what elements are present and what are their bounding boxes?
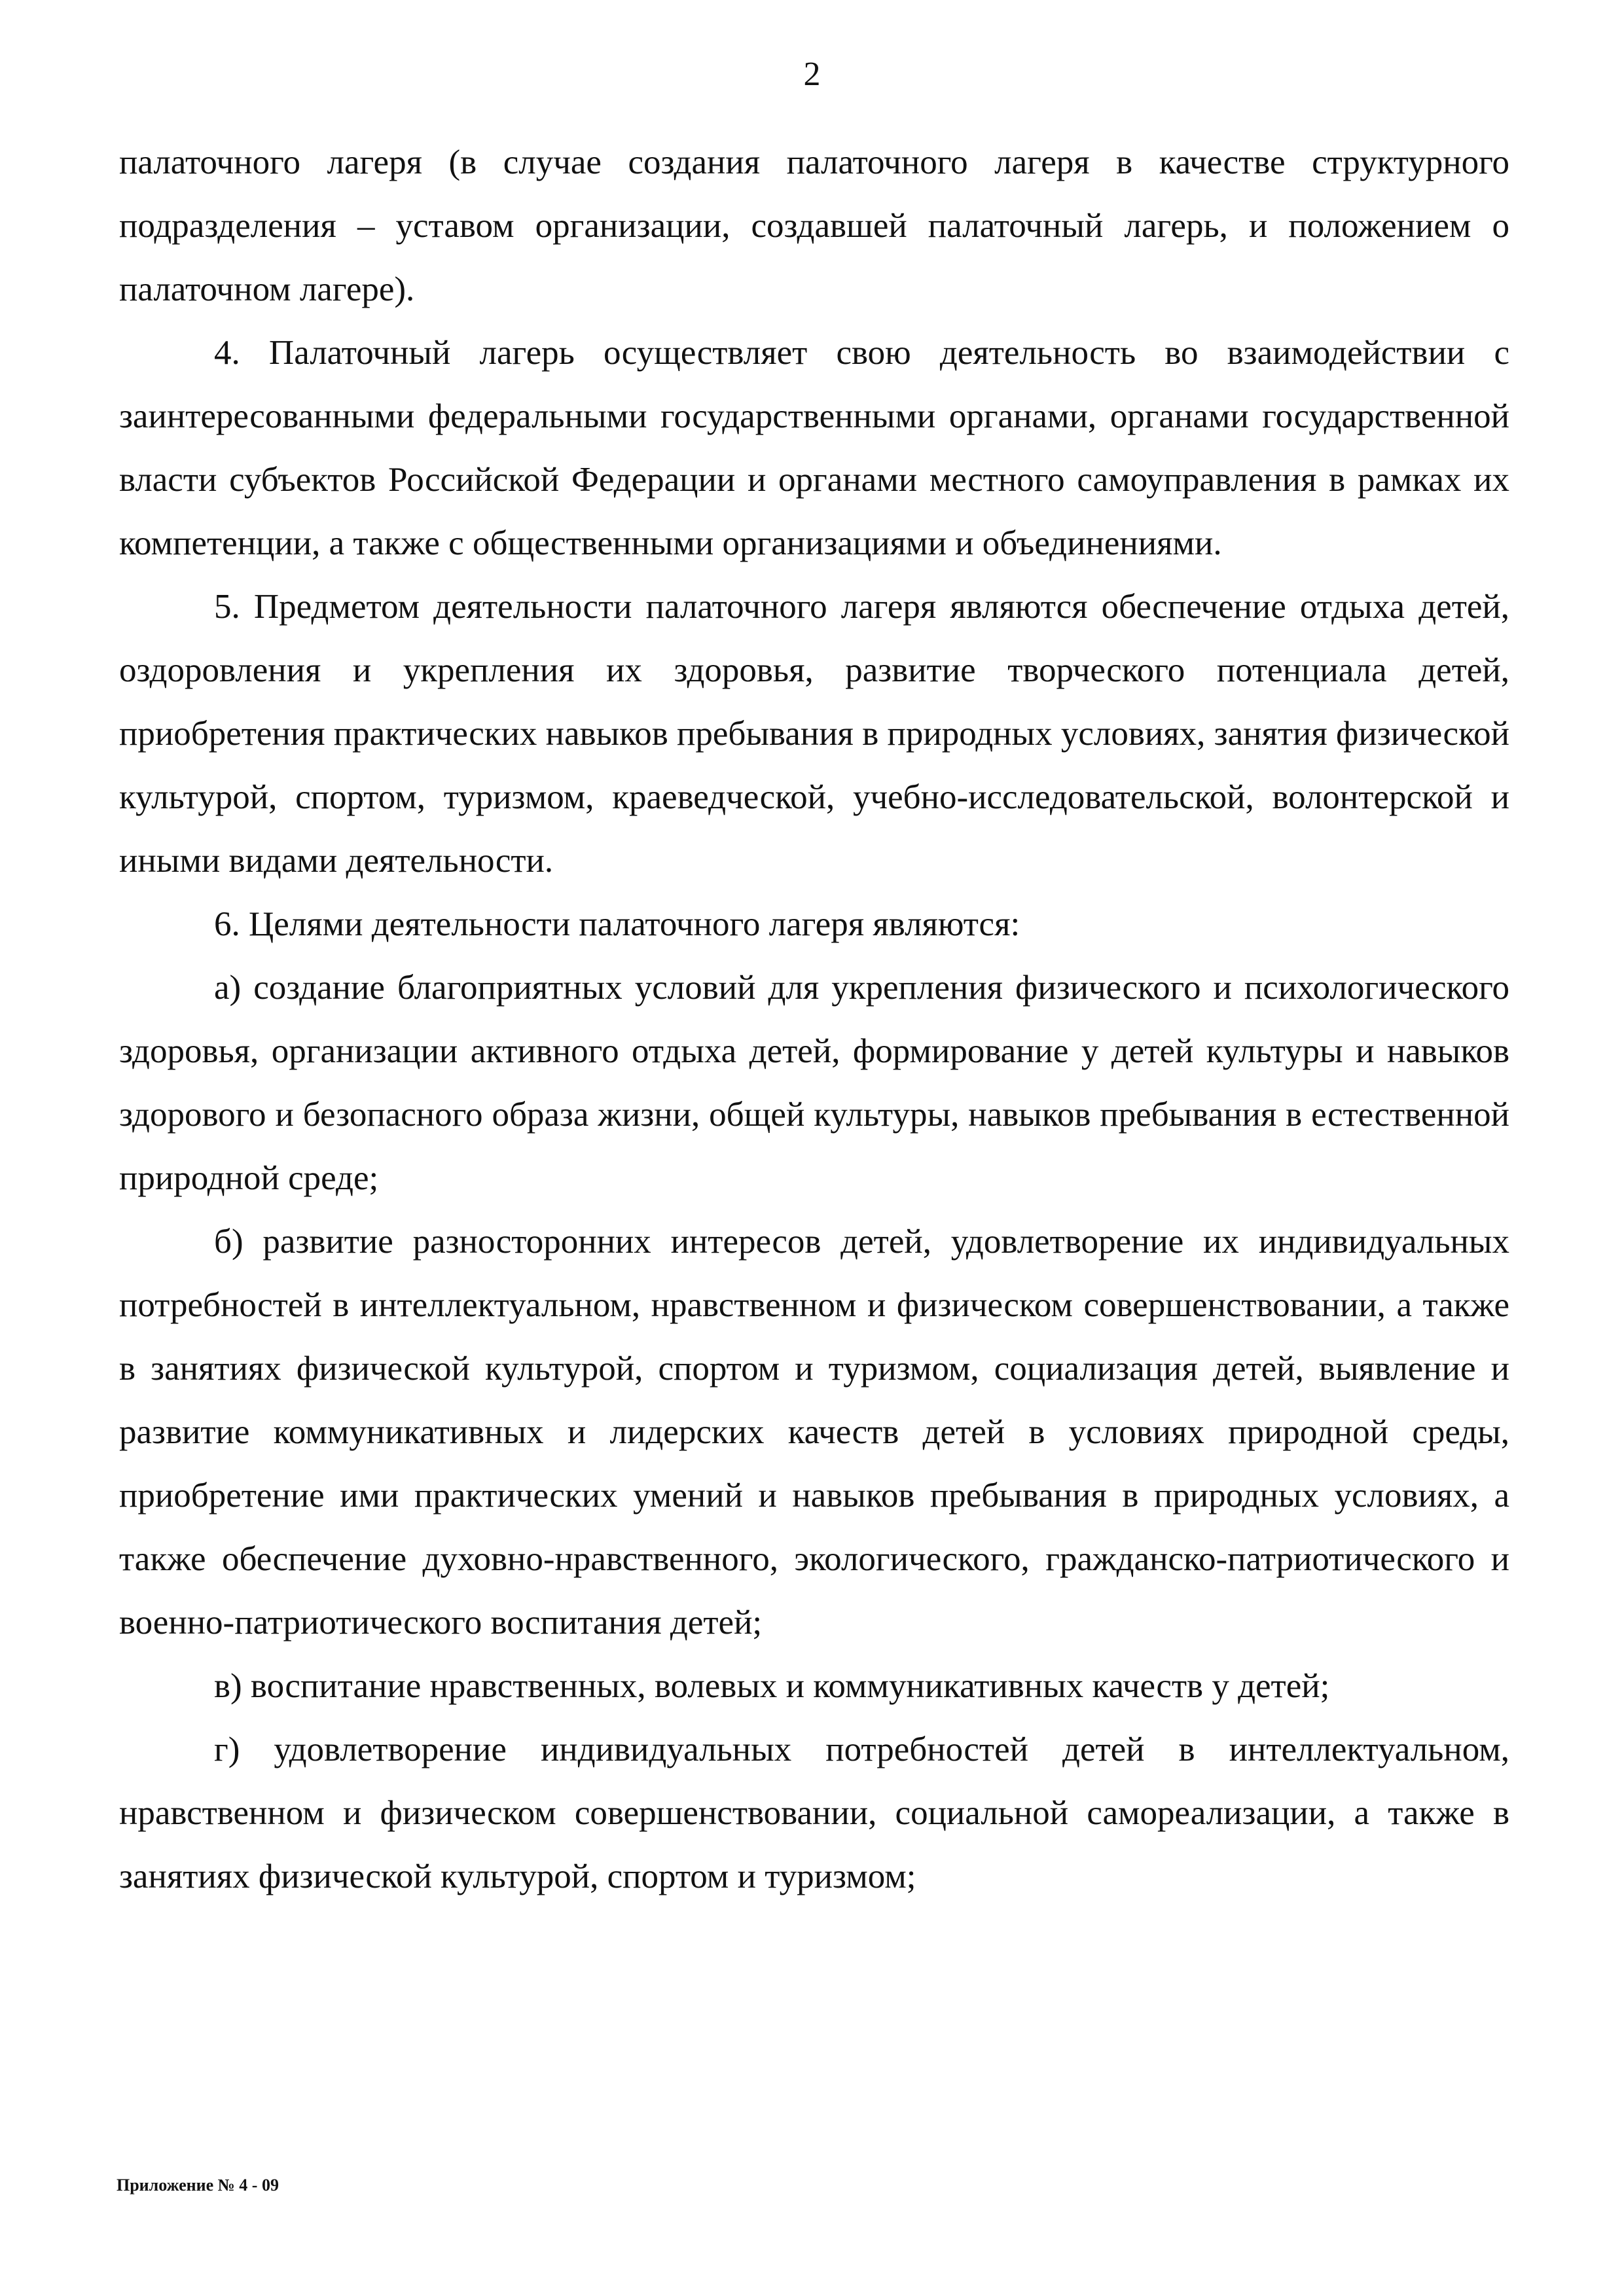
page-number: 2: [803, 56, 821, 93]
document-body: [119, 131, 1509, 1909]
subitem-g: г) удовлетворение индивидуальных потребностей детей в интеллектуальном, нравственном и физическом совершенствовании, социальной самореализации, а также в занятиях физической культурой, спортом и туризмом;: [119, 1731, 1509, 1895]
paragraph-item-5: 5. Предметом деятельности палаточного лагеря являются обеспечение отдыха детей, оздоровления и укрепления их здоровья, развитие творческого потенциала детей, приобретения практических навыков пребывания в природных условиях, занятия физической культурой, спортом, туризмом, краеведческой, учебно-исследовательской, волонтерской и иными видами деятельности.: [119, 588, 1509, 880]
subitem-b: б) развитие разносторонних интересов детей, удовлетворение их индивидуальных потребностей в интеллектуальном, нравственном и физическом совершенствовании, а также в занятиях физической культурой, спортом и туризмом, социализация детей, выявление и развитие коммуникативных и лидерских качеств детей в условиях природной среды, приобретение ими практических умений и навыков пребывания в природных условиях, а также обеспечение духовно-нравственного, экологического, гражданско-патриотического и военно-патриотического воспитания детей;: [119, 1223, 1509, 1641]
subitem-v: в) воспитание нравственных, волевых и коммуникативных качеств у детей;: [214, 1667, 1330, 1705]
footer-appendix-label: Приложение № 4 - 09: [117, 2176, 279, 2195]
paragraph-item-6: 6. Целями деятельности палаточного лагеря являются:: [214, 905, 1020, 943]
paragraph-item-4: 4. Палаточный лагерь осуществляет свою деятельность во взаимодействии с заинтересованными федеральными государственными органами, органами государственной власти субъектов Российской Федерации и органами местного самоуправления в рамках их компетенции, а также с общественными организациями и объединениями.: [119, 334, 1509, 562]
paragraph-continuation: палаточного лагеря (в случае создания палаточного лагеря в качестве структурного подразделения – уставом организации, создавшей палаточный лагерь, и положением о палаточном лагере).: [119, 143, 1509, 308]
subitem-a: а) создание благоприятных условий для укрепления физического и психологического здоровья, организации активного отдыха детей, формирование у детей культуры и навыков здорового и безопасного образа жизни, общей культуры, навыков пребывания в естественной природной среде;: [119, 969, 1509, 1197]
